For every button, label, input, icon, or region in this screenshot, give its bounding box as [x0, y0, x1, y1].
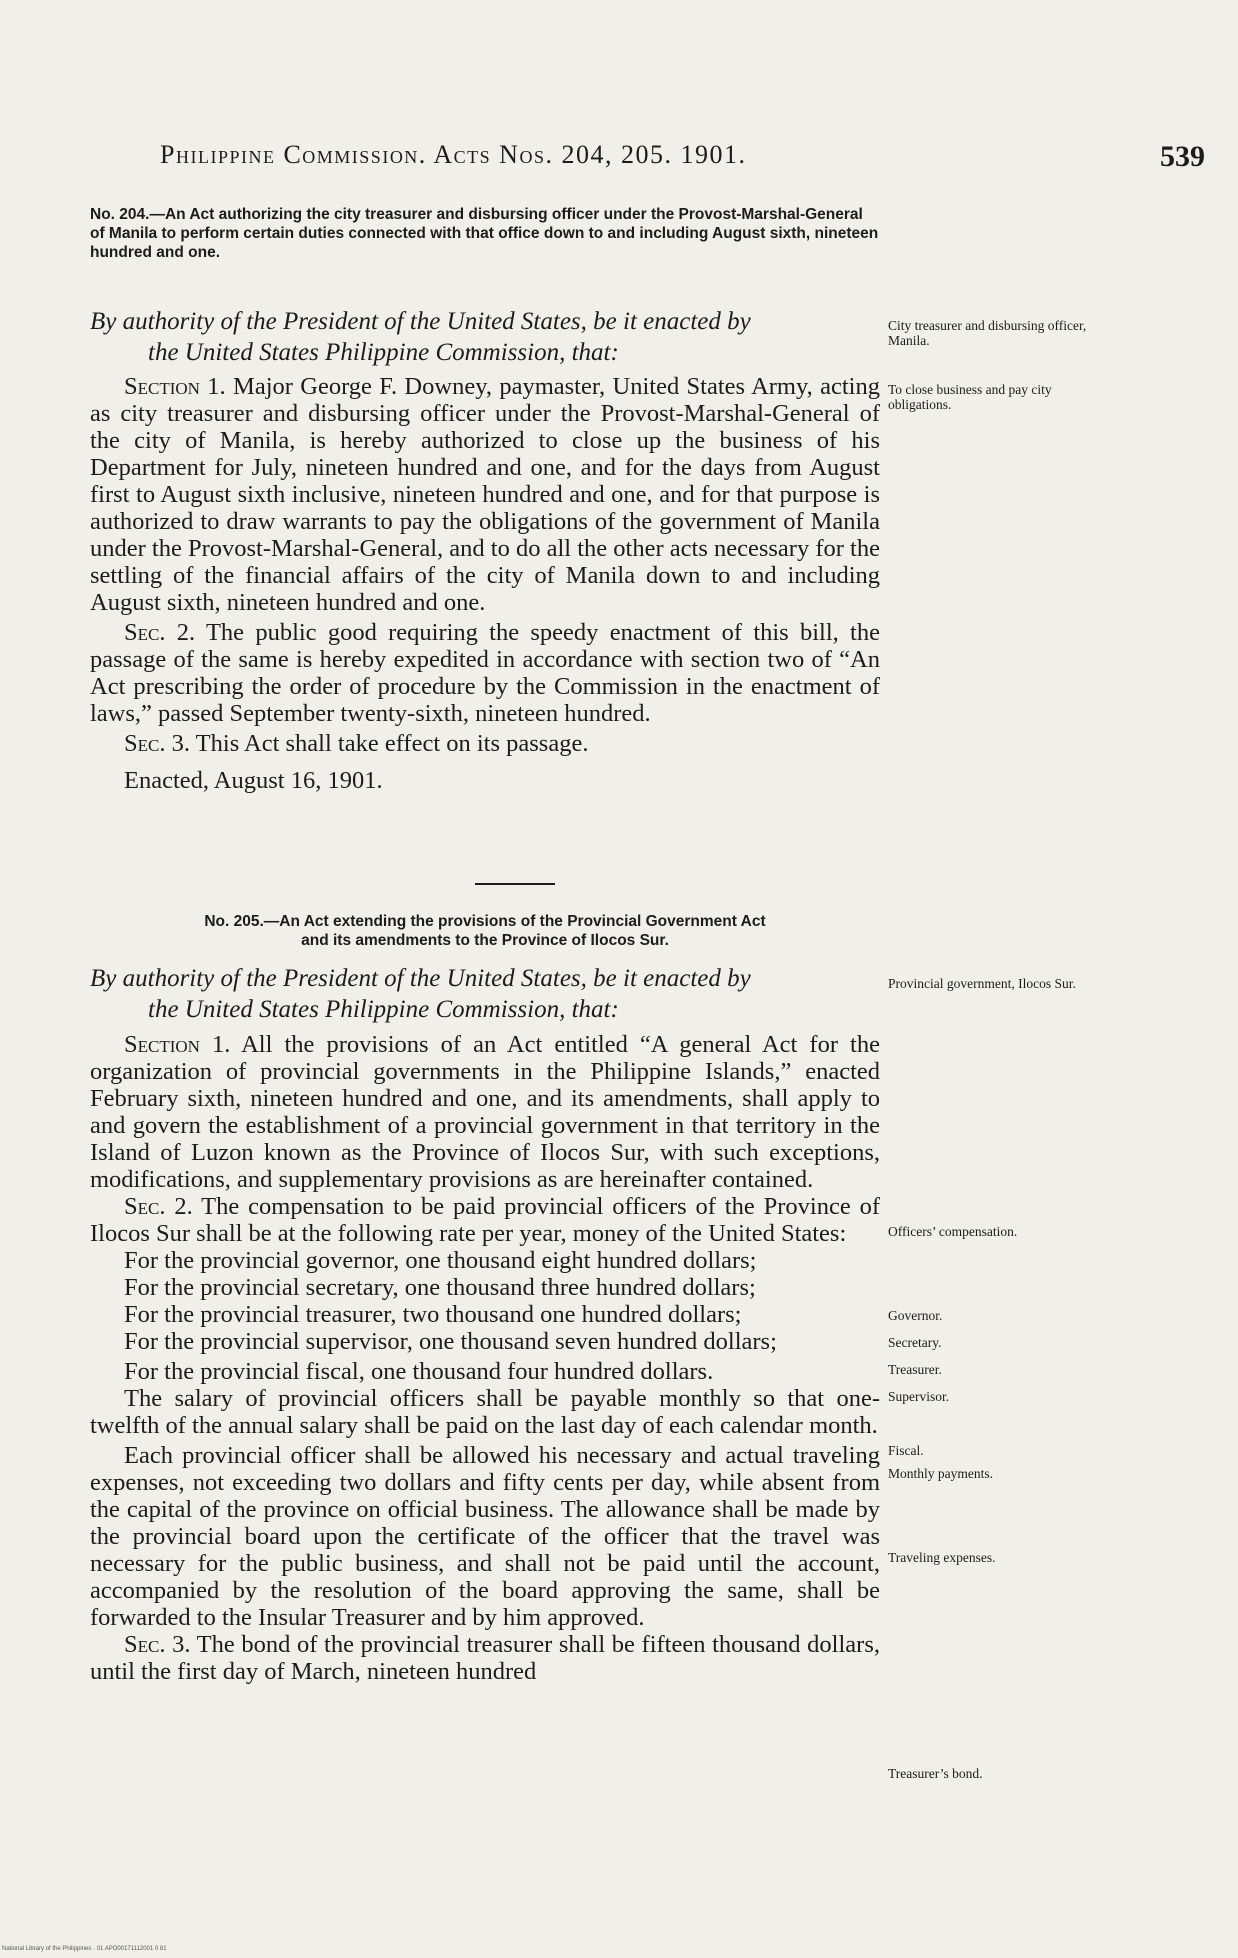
page-number: 539: [1160, 140, 1205, 173]
margin-note-supervisor: Supervisor.: [888, 1389, 950, 1404]
act-205-body: [90, 1031, 880, 1685]
salary-treasurer: For the provincial treasurer, two thousand one hundred dollars;: [124, 1301, 742, 1328]
act-204-enacting-clause: [90, 306, 880, 368]
section-text: The bond of the provincial treasurer shall be fifteen thousand dollars, until the first day of March, nineteen hundred: [90, 1631, 880, 1685]
margin-note-close-business: To close business and pay city obligations.: [888, 382, 1052, 412]
act-205-section-1: [90, 1031, 880, 1193]
salary-fiscal: For the provincial fiscal, one thousand four hundred dollars.: [124, 1358, 714, 1385]
enacting-line-1: By authority of the President of the United States, be it enacted by: [90, 308, 751, 335]
act-205-section-2: [90, 1193, 880, 1247]
margin-note-governor: Governor.: [888, 1308, 943, 1323]
margin-note-traveling-expenses: Traveling expenses.: [888, 1550, 996, 1565]
act-204-heading: No. 204.—An Act authorizing the city treasurer and disbursing officer under the Provost-Marshal-General of Manila to perform certain duties connected with that office down to and including August sixth, nineteen hundred and one.: [90, 206, 879, 261]
act-205-section-3: [90, 1631, 880, 1685]
act-204-body: [90, 373, 880, 794]
running-head: [0, 140, 1238, 180]
margin-note-monthly-payments: Monthly payments.: [888, 1466, 993, 1481]
monthly-payments-text: The salary of provincial officers shall be payable monthly so that one-twelfth of the annual salary shall be paid on the last day of each calendar month.: [90, 1385, 880, 1439]
margin-note-secretary: Secretary.: [888, 1335, 942, 1350]
section-label: Sec. 2.: [124, 1193, 193, 1220]
enacting-line-2: the United States Philippine Commission, that:: [148, 996, 619, 1023]
margin-note-treasurers-bond: Treasurer’s bond.: [888, 1766, 983, 1781]
section-label: Sec. 2.: [124, 619, 196, 646]
margin-note-provincial-government: Provincial government, Ilocos Sur.: [888, 976, 1076, 991]
scan-credit: National Library of the Philippines · 01 APO00171112001 0 81: [2, 1946, 167, 1952]
section-text: The compensation to be paid provincial officers of the Province of Ilocos Sur shall be at the following rate per year, money of the United States:: [90, 1193, 880, 1247]
section-label: Section 1.: [124, 1031, 231, 1058]
enacting-line-1: By authority of the President of the United States, be it enacted by: [90, 965, 751, 992]
running-title: Philippine Commission. Acts Nos. 204, 205. 1901.: [160, 140, 747, 169]
act-205-heading-line-1: No. 205.—An Act extending the provisions of the Provincial Government Act: [204, 913, 766, 930]
margin-note-fiscal: Fiscal.: [888, 1443, 924, 1458]
section-divider: [475, 883, 555, 885]
act-204-section-3: [90, 730, 880, 757]
salary-secretary: For the provincial secretary, one thousand three hundred dollars;: [124, 1274, 756, 1301]
act-205-enacting-clause: [90, 963, 880, 1025]
section-label: Section 1.: [124, 373, 226, 400]
traveling-expenses-text: Each provincial officer shall be allowed his necessary and actual traveling expenses, not exceeding two dollars and fifty cents per day, while absent from the capital of the province on official business. The allowance shall be made by the provincial board upon the certificate of the officer that the travel was necessary for the public business, and shall not be paid until the account, accompanied by the resolution of the board approving the same, shall be forwarded to the Insular Treasurer and by him approved.: [90, 1442, 880, 1631]
act-204-section-1: [90, 373, 880, 616]
section-label: Sec. 3.: [124, 1631, 191, 1658]
margin-note-treasurer: Treasurer.: [888, 1362, 942, 1377]
section-text: The public good requiring the speedy enactment of this bill, the passage of the same is hereby expedited in accordance with section two of “An Act prescribing the order of procedure by the Commission in the enactment of laws,” passed September twenty-sixth, nineteen hundred.: [90, 619, 880, 727]
section-text: Major George F. Downey, paymaster, United States Army, acting as city treasurer and disbursing officer under the Provost-Marshal-General of the city of Manila, is hereby authorized to close up the business of his Department for July, nineteen hundred and one, and for the days from August first to August sixth inclusive, nineteen hundred and one, and for that purpose is authorized to draw warrants to pay the obligations of the government of Manila under the Provost-Marshal-General, and to do all the other acts necessary for the settling of the financial affairs of the city of Manila down to and including August sixth, nineteen hundred and one.: [90, 373, 880, 616]
margin-note-officers-compensation: Officers’ compensation.: [888, 1224, 1018, 1239]
act-204-section-2: [90, 619, 880, 727]
salary-supervisor: For the provincial supervisor, one thousand seven hundred dollars;: [124, 1328, 777, 1355]
section-text: This Act shall take effect on its passage.: [189, 730, 589, 757]
act-205-heading-line-2: and its amendments to the Province of Ilocos Sur.: [301, 932, 669, 949]
margin-note-city-treasurer: City treasurer and disbursing officer, Manila.: [888, 318, 1087, 348]
act-204-enacted-date: Enacted, August 16, 1901.: [124, 767, 383, 794]
act-205-heading: [90, 912, 880, 950]
enacting-line-2: the United States Philippine Commission, that:: [148, 339, 619, 366]
salary-governor: For the provincial governor, one thousand eight hundred dollars;: [124, 1247, 757, 1274]
section-label: Sec. 3.: [124, 730, 190, 757]
section-text: All the provisions of an Act entitled “A general Act for the organization of provincial governments in the Philippine Islands,” enacted February sixth, nineteen hundred and one, and its amendments, shall apply to and govern the establishment of a provincial government in that territory in the Island of Luzon known as the Province of Ilocos Sur, with such exceptions, modifications, and supplementary provisions as are hereinafter contained.: [90, 1031, 880, 1193]
